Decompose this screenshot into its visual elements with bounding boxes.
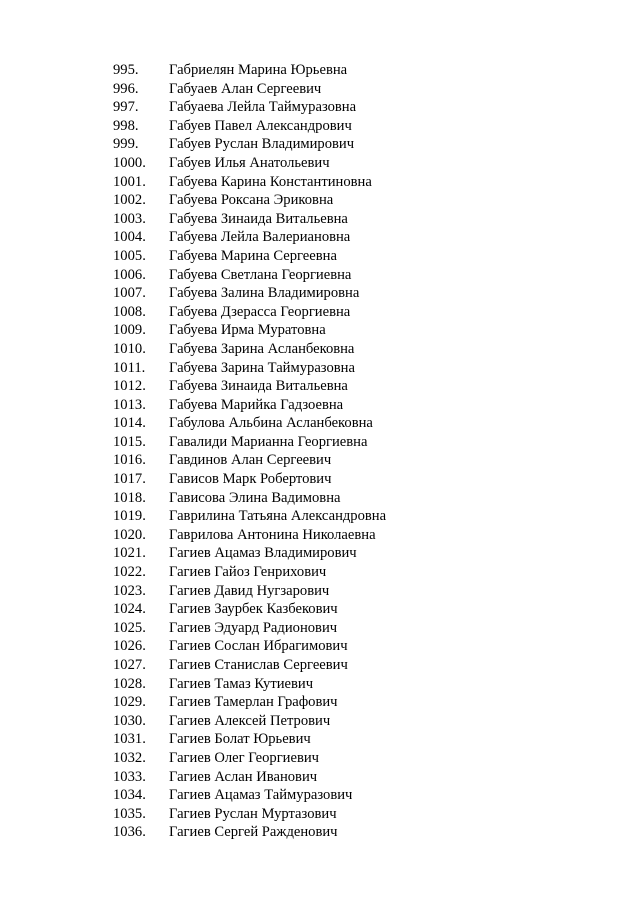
entry-number: 1033. xyxy=(113,768,146,785)
list-item xyxy=(113,210,386,229)
entry-name: Гагиев Олег Георгиевич xyxy=(169,749,320,766)
list-item xyxy=(113,117,386,136)
name-list xyxy=(113,61,386,842)
entry-number: 1012. xyxy=(113,378,146,395)
entry-name: Гагиев Заурбек Казбекович xyxy=(169,601,338,618)
list-item xyxy=(113,173,386,192)
list-item xyxy=(113,712,386,731)
list-item xyxy=(113,526,386,545)
entry-number: 1019. xyxy=(113,508,146,525)
entry-number: 1036. xyxy=(113,824,146,841)
entry-name: Габуев Руслан Владимирович xyxy=(169,136,355,153)
list-item xyxy=(113,135,386,154)
list-item xyxy=(113,61,386,80)
entry-number: 995. xyxy=(113,62,139,78)
entry-name: Гагиев Алексей Петрович xyxy=(169,712,331,729)
entry-number: 1020. xyxy=(113,526,146,543)
list-item xyxy=(113,377,386,396)
list-item xyxy=(113,675,386,694)
entry-number: 1018. xyxy=(113,489,146,506)
entry-name: Габуева Зарина Асланбековна xyxy=(169,340,355,357)
entry-name: Гагиев Тамаз Кутиевич xyxy=(169,675,314,692)
entry-number: 1003. xyxy=(113,210,146,227)
list-item xyxy=(113,414,386,433)
entry-name: Гависова Элина Вадимовна xyxy=(169,489,341,506)
entry-number: 1026. xyxy=(113,638,146,655)
entry-number: 1030. xyxy=(113,712,146,729)
entry-name: Гагиев Эдуард Радионович xyxy=(169,619,338,636)
entry-number: 1017. xyxy=(113,471,146,488)
entry-number: 1014. xyxy=(113,415,146,432)
list-item xyxy=(113,637,386,656)
entry-number: 1011. xyxy=(113,359,146,376)
entry-number: 996. xyxy=(113,80,139,97)
entry-name: Габуева Роксана Эриковна xyxy=(169,192,334,209)
entry-number: 1021. xyxy=(113,545,146,562)
entry-name: Габуева Светлана Георгиевна xyxy=(169,266,352,283)
entry-name: Габуева Ирма Муратовна xyxy=(169,322,326,339)
entry-number: 998. xyxy=(113,117,139,134)
entry-name: Габуева Зинаида Витальевна xyxy=(169,378,348,395)
list-item xyxy=(113,656,386,675)
entry-name: Гагиев Давид Нугзарович xyxy=(169,582,330,599)
entry-name: Габуев Павел Александрович xyxy=(169,117,352,134)
entry-number: 1006. xyxy=(113,266,146,283)
entry-number: 1032. xyxy=(113,749,146,766)
list-item xyxy=(113,507,386,526)
list-item xyxy=(113,749,386,768)
entry-name: Габуева Лейла Валериановна xyxy=(169,229,351,246)
entry-name: Гагиев Ацамаз Владимирович xyxy=(169,545,357,562)
list-item xyxy=(113,805,386,824)
entry-name: Гагиев Ацамаз Таймуразович xyxy=(169,787,353,804)
list-item xyxy=(113,451,386,470)
entry-name: Габуева Зарина Таймуразовна xyxy=(169,359,355,376)
entry-name: Гагиев Сослан Ибрагимович xyxy=(169,638,348,655)
entry-number: 997. xyxy=(113,99,139,116)
list-item xyxy=(113,321,386,340)
entry-number: 1029. xyxy=(113,694,146,711)
list-item xyxy=(113,284,386,303)
list-item xyxy=(113,247,386,266)
entry-number: 1025. xyxy=(113,619,146,636)
entry-name: Гавдинов Алан Сергеевич xyxy=(169,452,332,469)
list-item xyxy=(113,823,386,842)
list-item xyxy=(113,80,386,99)
entry-number: 1028. xyxy=(113,675,146,692)
list-item xyxy=(113,693,386,712)
entry-name: Гагиев Болат Юрьевич xyxy=(169,731,311,748)
entry-name: Гагиев Сергей Ражденович xyxy=(169,824,338,841)
list-item xyxy=(113,433,386,452)
list-item xyxy=(113,489,386,508)
list-item xyxy=(113,600,386,619)
entry-number: 1009. xyxy=(113,322,146,339)
entry-number: 1000. xyxy=(113,154,146,171)
entry-name: Гавалиди Марианна Георгиевна xyxy=(169,433,368,450)
list-item xyxy=(113,563,386,582)
entry-name: Гаврилова Антонина Николаевна xyxy=(169,526,376,543)
list-item xyxy=(113,359,386,378)
list-item xyxy=(113,266,386,285)
entry-name: Гагиев Руслан Муртазович xyxy=(169,805,337,822)
entry-name: Габуева Карина Константиновна xyxy=(169,173,372,190)
entry-number: 1005. xyxy=(113,247,146,264)
entry-name: Габуева Залина Владимировна xyxy=(169,285,360,302)
list-item xyxy=(113,768,386,787)
list-item xyxy=(113,730,386,749)
entry-number: 999. xyxy=(113,136,139,153)
list-item xyxy=(113,396,386,415)
list-item xyxy=(113,582,386,601)
entry-number: 1010. xyxy=(113,340,146,357)
entry-name: Гагиев Станислав Сергеевич xyxy=(169,657,348,673)
list-item xyxy=(113,154,386,173)
entry-number: 1016. xyxy=(113,452,146,469)
entry-name: Гависов Марк Робертович xyxy=(169,471,332,488)
list-item xyxy=(113,619,386,638)
entry-name: Габуева Дзерасса Георгиевна xyxy=(169,303,351,320)
entry-name: Габуева Зинаида Витальевна xyxy=(169,210,348,227)
entry-name: Гагиев Гайоз Генрихович xyxy=(169,564,327,581)
list-item xyxy=(113,470,386,489)
list-item xyxy=(113,544,386,563)
entry-number: 1001. xyxy=(113,173,146,190)
entry-name: Гагиев Аслан Иванович xyxy=(169,768,318,785)
entry-name: Гаврилина Татьяна Александровна xyxy=(169,508,387,525)
entry-number: 1027. xyxy=(113,657,146,673)
list-item xyxy=(113,340,386,359)
entry-number: 1004. xyxy=(113,229,146,246)
entry-number: 1007. xyxy=(113,285,146,302)
entry-name: Габриелян Марина Юрьевна xyxy=(169,62,348,78)
entry-number: 1013. xyxy=(113,396,146,413)
list-item xyxy=(113,786,386,805)
entry-number: 1015. xyxy=(113,433,146,450)
list-item xyxy=(113,228,386,247)
entry-number: 1024. xyxy=(113,601,146,618)
entry-number: 1002. xyxy=(113,192,146,209)
entry-number: 1008. xyxy=(113,303,146,320)
entry-number: 1034. xyxy=(113,787,146,804)
entry-name: Гагиев Тамерлан Графович xyxy=(169,694,338,711)
entry-number: 1035. xyxy=(113,805,146,822)
entry-name: Габуева Марийка Гадзоевна xyxy=(169,396,344,413)
entry-name: Габуев Илья Анатольевич xyxy=(169,154,330,171)
entry-number: 1022. xyxy=(113,564,146,581)
entry-name: Габуаев Алан Сергеевич xyxy=(169,80,322,97)
list-item xyxy=(113,98,386,117)
entry-number: 1023. xyxy=(113,582,146,599)
entry-name: Габулова Альбина Асланбековна xyxy=(169,415,373,432)
entry-name: Габуаева Лейла Таймуразовна xyxy=(169,99,357,116)
entry-number: 1031. xyxy=(113,731,146,748)
list-item xyxy=(113,303,386,322)
list-item xyxy=(113,191,386,210)
entry-name: Габуева Марина Сергеевна xyxy=(169,247,337,264)
